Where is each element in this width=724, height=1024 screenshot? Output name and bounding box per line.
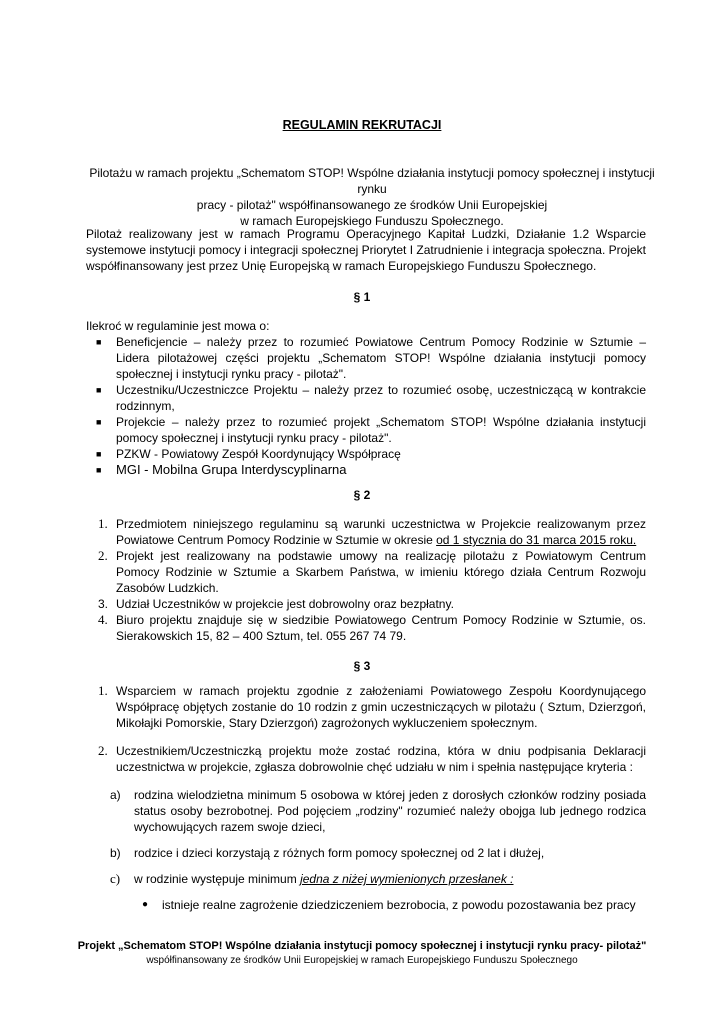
intro-line-3: w ramach Europejskiego Funduszu Społecznego.: [240, 214, 504, 228]
list-item: 3. Udział Uczestników w projekcie jest dobrowolny oraz bezpłatny.: [98, 597, 454, 611]
list-item: ■ Projekcie – należy przez to rozumieć projekt „Schematom STOP! Wspólne działania instytucji pomocy społecznej i instytucji rynku pracy - pilotaż".: [96, 415, 646, 445]
document-title: REGULAMIN REKRUTACJI: [282, 118, 442, 132]
bullet-square-icon: ■: [96, 385, 102, 395]
section-1-body: [86, 318, 646, 478]
list-item: 2. Uczestnikiem/Uczestniczką projektu może zostać rodzina, która w dniu podpisania Deklaracji uczestnictwa w projekcie, zgłasza dobrowolnie chęć udziału w nim i spełnia następujące kryteria :: [98, 743, 646, 774]
list-item: ■ Beneficjencie – należy przez to rozumieć Powiatowe Centrum Pomocy Rodzinie w Sztumie – Lidera pilotażowej części projektu „Schematom STOP! Wspólne działania instytucji pomocy społecznej i instytucji rynku pracy - pilotaż".: [96, 335, 646, 381]
section-2-body: [86, 516, 646, 644]
bullet-square-icon: ■: [96, 465, 102, 475]
program-paragraph: Pilotaż realizowany jest w ramach Programu Operacyjnego Kapitał Ludzki, Działanie 1.2 Wsparcie systemowe instytucji pomocy i integracji społecznej Priorytet I Zatrudnienie i integracja społeczna. Projekt współfinansowany jest przez Unię Europejską w ramach Europejskiego Funduszu Społecznego.: [86, 227, 646, 273]
list-item: 1. Przedmiotem niniejszego regulaminu są warunki uczestnictwa w Projekcie realizowanym przez Powiatowe Centrum Pomocy Rodzinie w Sztumie w okresie od 1 stycznia do 31 marca 2015 roku.: [98, 516, 646, 547]
date-range: od 1 stycznia do 31 marca 2015 roku.: [436, 533, 637, 547]
section-2-heading: § 2: [353, 488, 371, 502]
intro-line-1: Pilotażu w ramach projektu „Schematom STOP! Wspólne działania instytucji pomocy społecznej i instytucji rynku: [89, 166, 655, 196]
section-3-body: [86, 683, 646, 913]
definitions-list: [86, 334, 646, 478]
intro-block: [80, 165, 664, 229]
section-1-lead: Ilekroć w regulaminie jest mowa o:: [86, 319, 270, 333]
footer-subtitle: współfinansowany ze środków Unii Europejskiej w ramach Europejskiego Funduszu Społecznego: [146, 955, 578, 966]
intro-line-2: pracy - pilotaż" współfinansowanego ze środków Unii Europejskiej: [196, 198, 548, 212]
criteria-item-a: a) rodzina wielodzietna minimum 5 osobowa w której jeden z dorosłych członków rodziny posiada status osoby bezrobotnej. Pod pojęciem „rodziny" rozumieć należy obojga lub jednego rodzica wychowujących razem swoje dzieci,: [110, 788, 646, 834]
list-item: 1. Wsparciem w ramach projektu zgodnie z założeniami Powiatowego Zespołu Koordynującego Współpracę objętych zostanie do 10 rodzin z gmin uczestniczących w pilotażu ( Sztum, Dzierzgoń, Mikołajki Pomorskie, Stary Dzierzgoń) zagrożonych wykluczeniem społecznym.: [98, 683, 646, 730]
bullet-square-icon: ■: [96, 449, 102, 459]
list-item: ■ PZKW - Powiatowy Zespół Koordynujący Współpracę: [96, 447, 401, 461]
section-1-heading: § 1: [353, 290, 371, 304]
section-3-heading: § 3: [353, 659, 371, 673]
bullet-square-icon: ■: [96, 337, 102, 347]
criteria-item-b: b) rodzice i dzieci korzystają z różnych form pomocy społecznej od 2 lat i dłużej,: [110, 846, 545, 860]
criteria-item-c: c) w rodzinie występuje minimum jedna z niżej wymienionych przesłanek :: [110, 871, 514, 886]
list-item: ■ MGI - Mobilna Grupa Interdyscyplinarna: [96, 462, 347, 477]
list-item: 4. Biuro projektu znajduje się w siedzibie Powiatowego Centrum Pomocy Rodzinie w Sztumie, os. Sierakowskich 15, 82 – 400 Sztum, tel. 055 267 74 79.: [98, 612, 646, 643]
condition-emphasis: jedna z niżej wymienionych przesłanek :: [300, 872, 514, 886]
bullet-dot-icon: ●: [142, 899, 149, 910]
list-item: ■ Uczestniku/Uczestniczce Projektu – należy przez to rozumieć osobę, uczestniczącą w kontrakcie rodzinnym,: [96, 383, 646, 413]
bullet-square-icon: ■: [96, 417, 102, 427]
list-item: ● istnieje realne zagrożenie dziedziczeniem bezrobocia, z powodu pozostawania bez pracy: [142, 898, 636, 912]
list-item: 2. Projekt jest realizowany na podstawie umowy na realizację pilotażu z Powiatowym Centrum Pomocy Rodzinie w Sztumie a Skarbem Państwa, w imieniu którego działa Centrum Rozwoju Zasobów Ludzkich.: [98, 548, 646, 595]
footer-title: Projekt „Schematom STOP! Wspólne działania instytucji pomocy społecznej i instytucji rynku pracy- pilotaż": [77, 940, 647, 952]
